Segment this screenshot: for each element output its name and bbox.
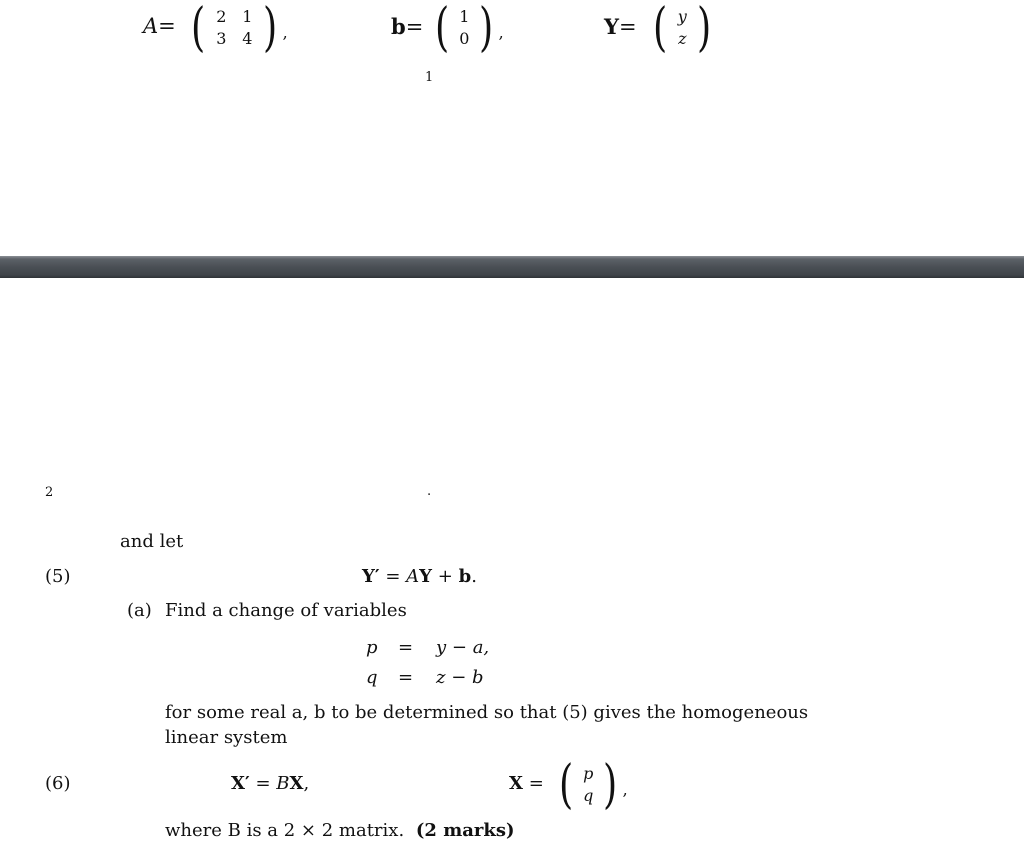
vector-b-entries: [452, 6, 476, 50]
vector-x: ( p q ) ,: [559, 755, 628, 815]
vector-y-entry: z: [678, 29, 687, 48]
header-dot: .: [427, 484, 432, 499]
vector-y-entry: y: [677, 7, 687, 26]
var-p-eq: =: [398, 637, 414, 658]
equation-5: Y′ = AY + b.: [362, 566, 477, 587]
matrix-a-entry: 2: [216, 7, 227, 26]
paragraph-line-1: for some real a, b to be determined so that (5) gives the homogeneous: [165, 702, 809, 723]
marks-label: (2 marks): [415, 820, 515, 841]
vector-b-entry: 1: [459, 7, 470, 26]
vector-b-name: b=: [391, 14, 424, 39]
vector-x-entries: [576, 763, 600, 807]
matrix-a-entries: [208, 6, 260, 50]
vector-y-name: Y=: [604, 14, 637, 39]
equation-6: X′ = BX,: [231, 773, 310, 794]
var-p-lhs: p: [366, 637, 378, 658]
page-number-2: 2: [45, 485, 54, 500]
matrix-a: ( 2 1 3 4 ) ,: [191, 0, 288, 58]
matrix-a-comma: ,: [282, 22, 288, 42]
part-a-label: (a): [127, 600, 152, 621]
matrix-a-entry: 4: [242, 29, 253, 48]
vector-y: ( y z ): [653, 0, 712, 58]
vector-b: ( 1 0 ) ,: [435, 0, 504, 58]
where-text: where B is a 2 × 2 matrix.: [165, 820, 405, 841]
equation-5-number: (5): [45, 566, 71, 587]
equation-6-number: (6): [45, 773, 71, 794]
page-separator: [0, 256, 1024, 278]
var-q-lhs: q: [366, 667, 378, 688]
var-p-rhs: y − a,: [436, 637, 490, 658]
vector-b-entry: 0: [459, 29, 470, 48]
matrix-a-entry: 3: [216, 29, 227, 48]
vector-y-entries: [670, 6, 694, 50]
vector-x-name: X =: [509, 773, 544, 794]
page-number-1: 1: [425, 70, 434, 85]
vector-b-comma: ,: [498, 22, 504, 42]
matrix-a-entry: 1: [242, 7, 253, 26]
paragraph-line-2: linear system: [165, 727, 288, 748]
where-line: [165, 820, 515, 841]
vector-x-entry: p: [583, 764, 594, 783]
vector-x-comma: ,: [622, 779, 628, 799]
var-q-rhs: z − b: [436, 667, 484, 688]
vector-x-entry: q: [583, 786, 594, 805]
intro-text: and let: [120, 531, 184, 552]
part-a-text: Find a change of variables: [165, 600, 407, 621]
var-q-eq: =: [398, 667, 414, 688]
matrix-a-name: A=: [143, 14, 176, 38]
